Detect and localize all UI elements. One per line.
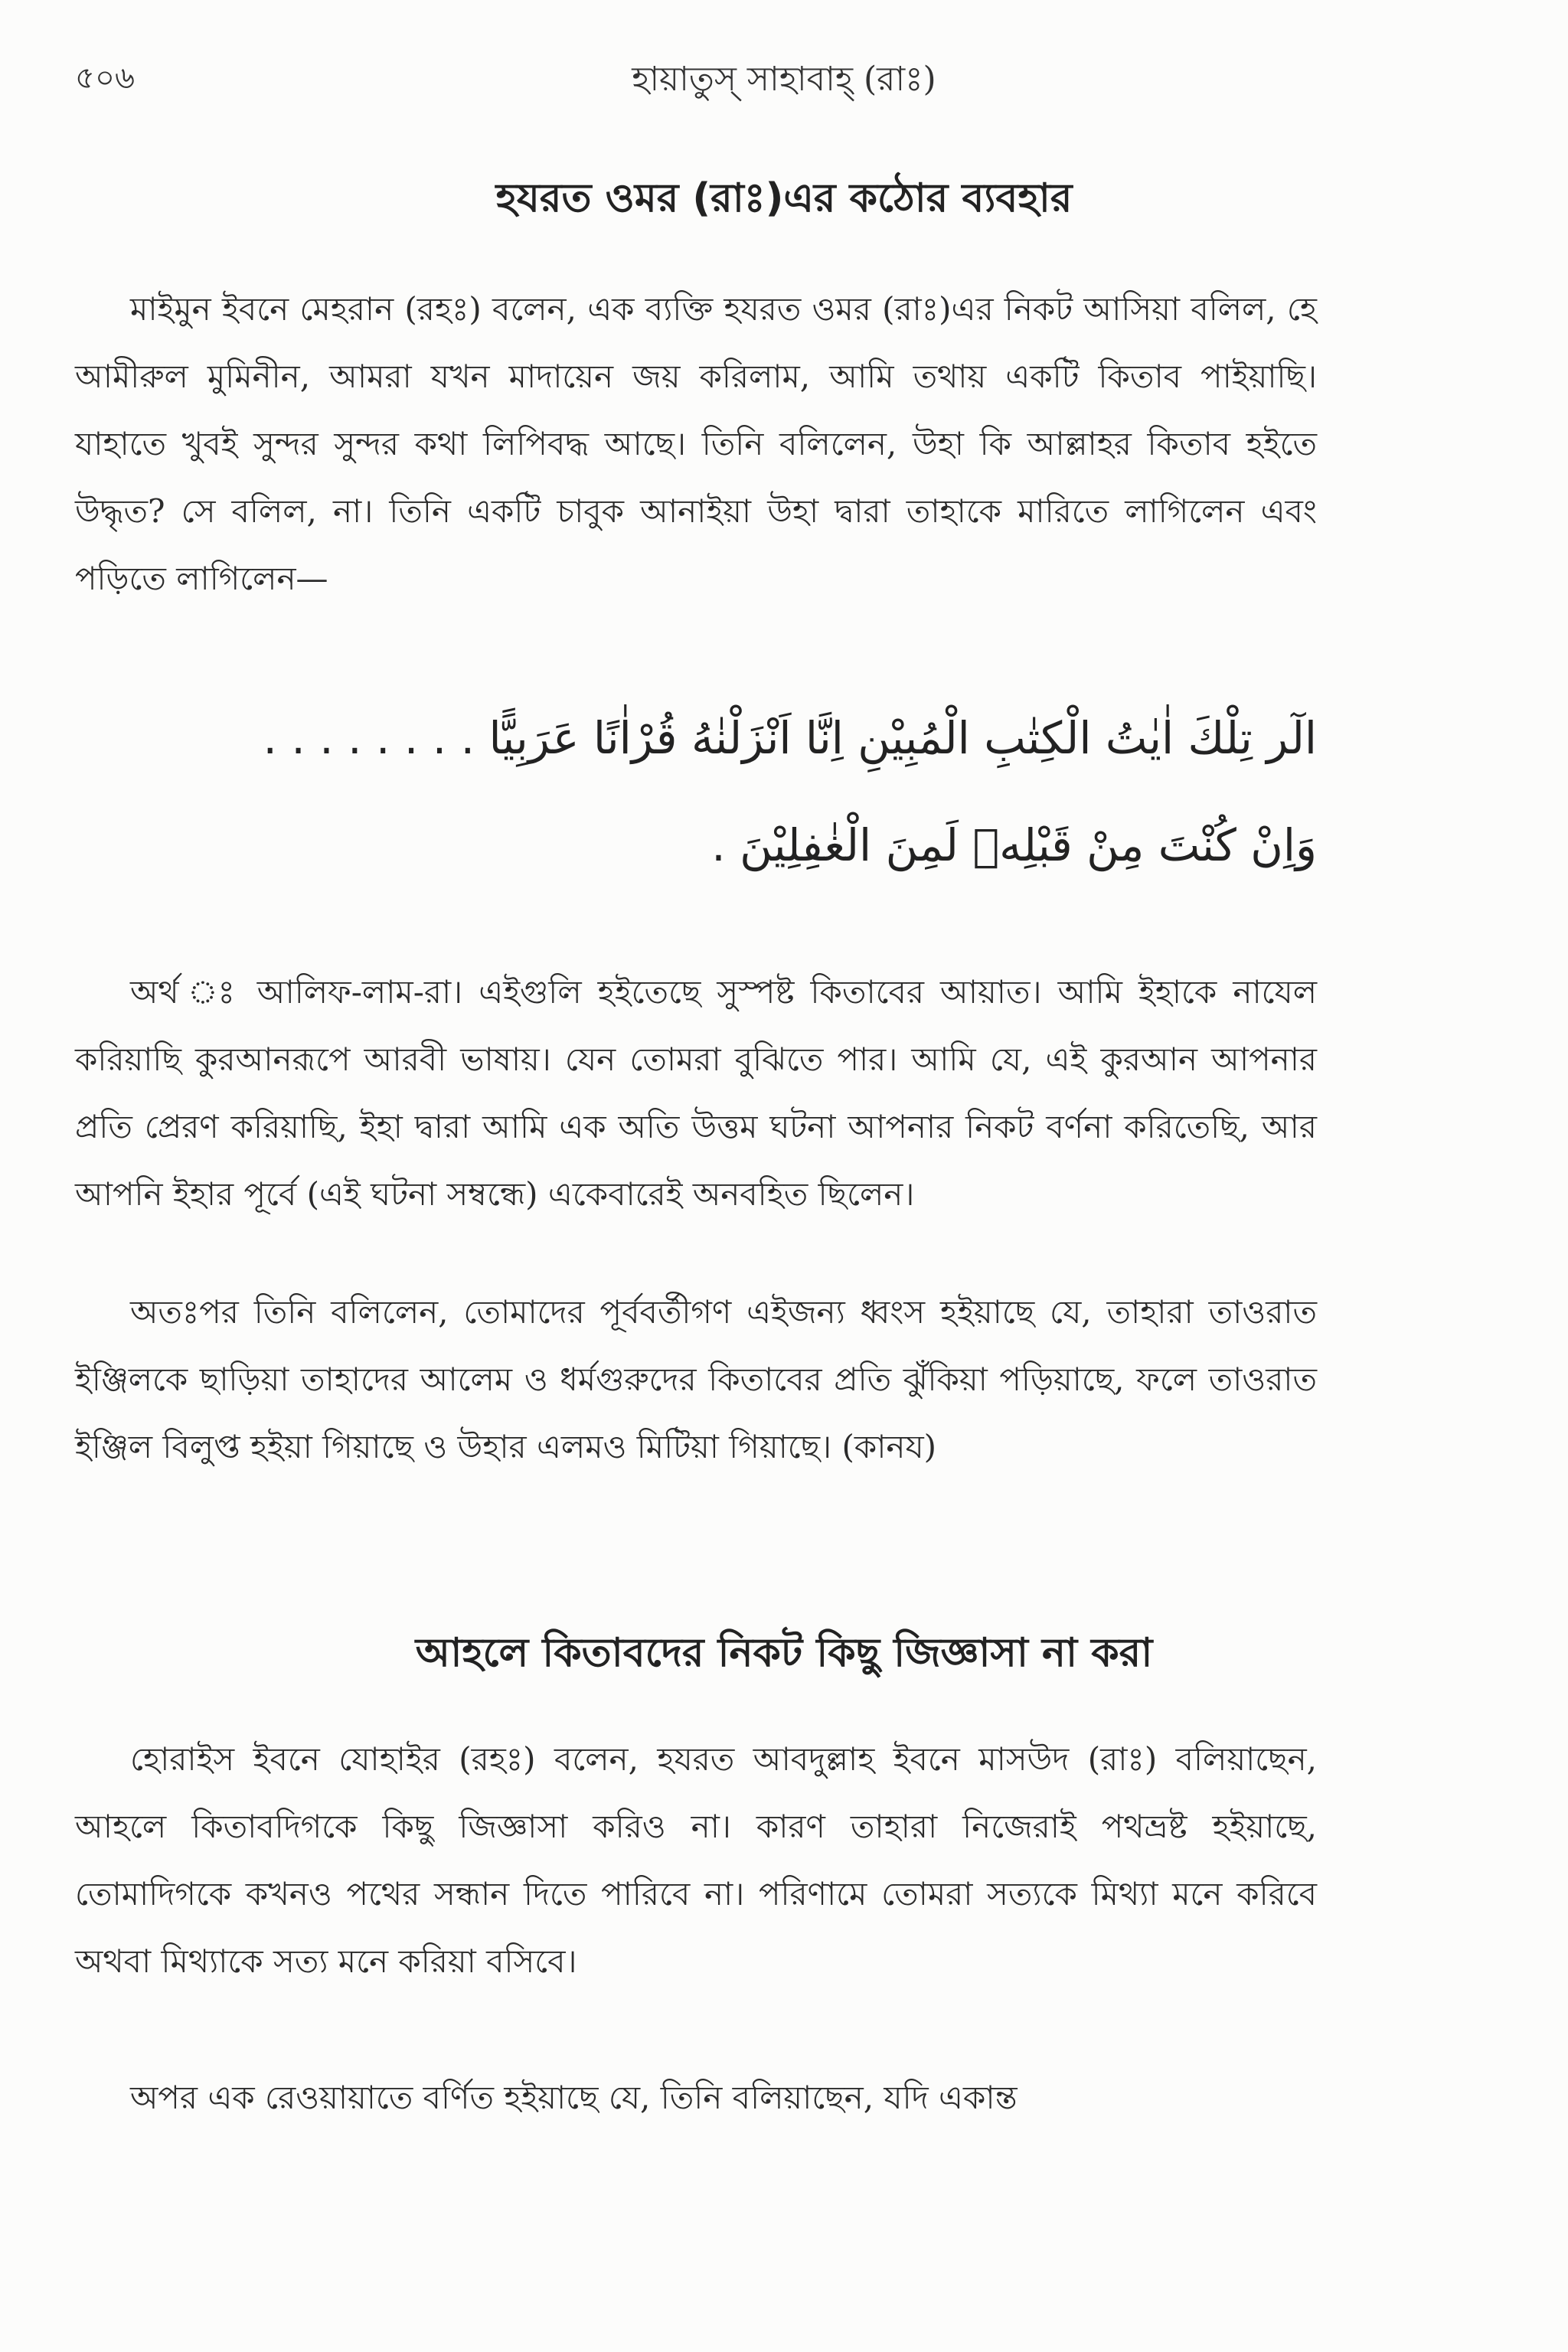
section-heading: হযরত ওমর (রাঃ)এর কঠোর ব্যবহার <box>495 175 1073 221</box>
section-heading: আহলে কিতাবদের নিকট কিছু জিজ্ঞাসা না করা <box>415 1630 1153 1676</box>
body-paragraph: অপর এক রেওয়ায়াতে বর্ণিত হইয়াছে যে, তিনি বলিয়াছেন, যদি একান্ত <box>130 2079 1018 2116</box>
translation-paragraph: অর্থ ঃ আলিফ-লাম-রা। এইগুলি হইতেছে সুস্পষ্ট কিতাবের আয়াত। আমি ইহাকে নাযেল করিয়াছি কুরআনরূপে আরবী ভাষায়। যেন তোমরা বুঝিতে পার। আমি যে, এই কুরআন আপনার প্রতি প্রেরণ করিয়াছি, ইহা দ্বারা আমি এক অতি উত্তম ঘটনা আপনার নিকট বর্ণনা করিতেছি, আর আপনি ইহার পূর্বে (এই ঘটনা সম্বন্ধে) একেবারেই অনবহিত ছিলেন। <box>75 973 1317 1213</box>
body-paragraph: হোরাইস ইবনে যোহাইর (রহঃ) বলেন, হযরত আবদুল্লাহ ইবনে মাসউদ (রাঃ) বলিয়াছেন, আহলে কিতাবদিগকে কিছু জিজ্ঞাসা করিও না। কারণ তাহারা নিজেরাই পথভ্রষ্ট হইয়াছে, তোমাদিগকে কখনও পথের সন্ধান দিতে পারিবে না। পরিণামে তোমরা সত্যকে মিথ্যা মনে করিবে অথবা মিথ্যাকে সত্য মনে করিয়া বসিবে। <box>75 1740 1317 1980</box>
body-paragraph: অতঃপর তিনি বলিলেন, তোমাদের পূর্ববর্তীগণ এইজন্য ধ্বংস হইয়াছে যে, তাহারা তাওরাত ইঞ্জিলকে ছাড়িয়া তাহাদের আলেম ও ধর্মগুরুদের কিতাবের প্রতি ঝুঁকিয়া পড়িয়াছে, ফলে তাওরাত ইঞ্জিল বিলুপ্ত হইয়া গিয়াছে ও উহার এলমও মিটিয়া গিয়াছে। (কানয) <box>75 1293 1317 1465</box>
arabic-verse-line: وَاِنْ كُنْتَ مِنْ قَبْلِهٖ لَمِنَ الْغٰفِلِيْنَ . <box>711 819 1317 871</box>
body-paragraph: মাইমুন ইবনে মেহরান (রহঃ) বলেন, এক ব্যক্তি হযরত ওমর (রাঃ)এর নিকট আসিয়া বলিল, হে আমীরুল মুমিনীন, আমরা যখন মাদায়েন জয় করিলাম, আমি তথায় একটি কিতাব পাইয়াছি। যাহাতে খুবই সুন্দর সুন্দর কথা লিপিবদ্ধ আছে। তিনি বলিলেন, উহা কি আল্লাহর কিতাব হইতে উদ্ধৃত? সে বলিল, না। তিনি একটি চাবুক আনাইয়া উহা দ্বারা তাহাকে মারিতে লাগিলেন এবং পড়িতে লাগিলেন— <box>75 290 1317 597</box>
arabic-verse-line: الٓر تِلْكَ اٰيٰتُ الْكِتٰبِ الْمُبِيْنِ اِنَّا اَنْزَلْنٰهُ قُرْاٰنًا عَرَبِيًّا . . . . . . . . <box>263 712 1317 764</box>
page-number: ৫০৬ <box>75 60 135 96</box>
running-head-title: হায়াতুস্ সাহাবাহ্ (রাঃ) <box>632 60 936 99</box>
